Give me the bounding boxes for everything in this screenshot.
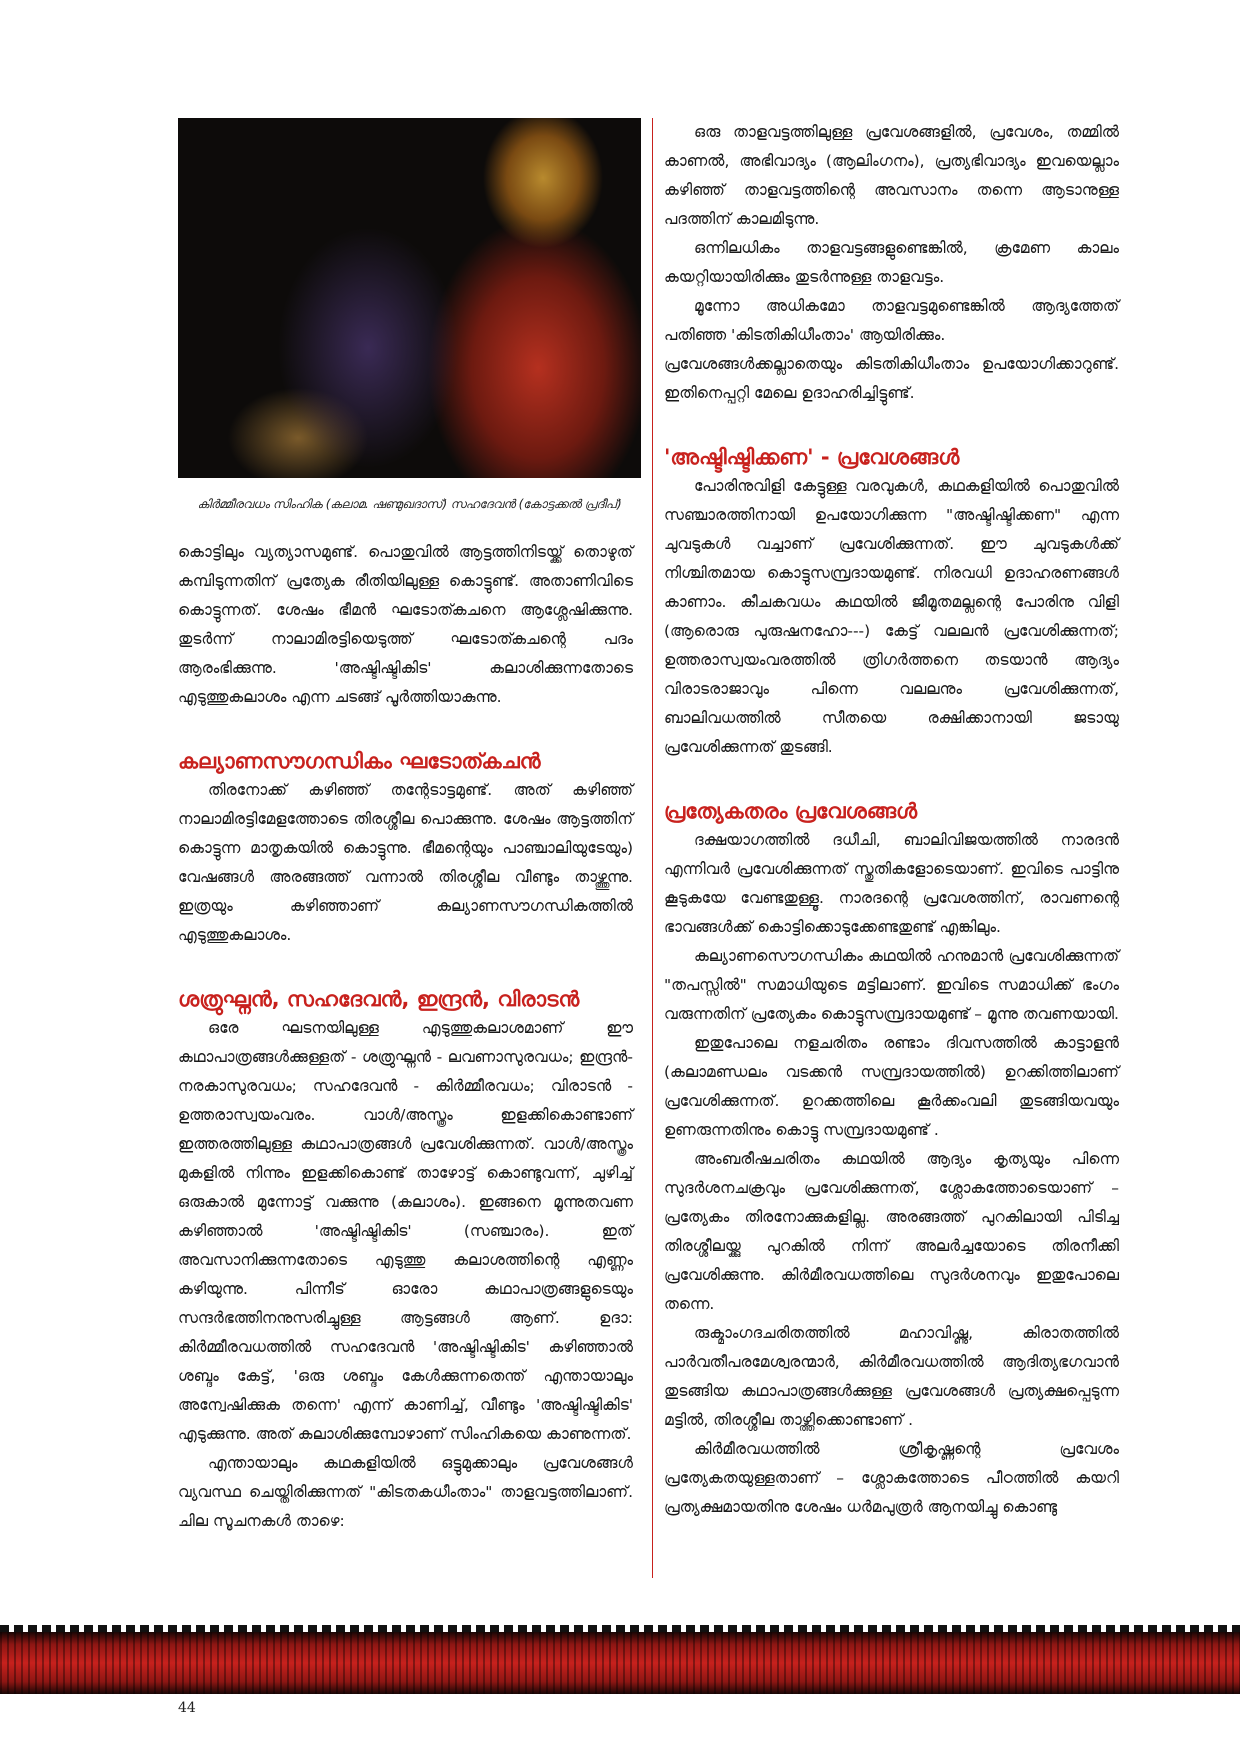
paragraph-ennalum: എന്തായാലും കഥകളിയിൽ ഒട്ടുമുക്കാലും പ്രവേശങ്ങൾ വ്യവസ്ഥ ചെയ്തിരിക്കുന്നത് "കിടതകധീംതാം" താളവട്ടത്തിലാണ്. ചില സൂചനകൾ താഴെ: xyxy=(178,1454,633,1530)
paragraph-praveshangal: പ്രവേശങ്ങൾക്കല്ലാതെയും കിടതികിധീംതാം ഉപയോഗിക്കാറുണ്ട്. ഇതിനെപ്പറ്റി മേലെ ഉദാഹരിച്ചിട്ടുണ്ട്. xyxy=(664,355,1119,402)
paragraph-intro: കൊട്ടിലും വ്യത്യാസമുണ്ട്. പൊതുവിൽ ആട്ടത്തിനിടയ്ക്ക് തൊഴുത് കമ്പിടുന്നതിന് പ്രത്യേക രീതിയിലുള്ള കൊട്ടുണ്ട്. അതാണിവിടെ കൊട്ടുന്നത്. ശേഷം ഭീമൻ ഘടോത്കചനെ ആശ്ലേഷിക്കുന്നു. തുടർന്ന് നാലാമിരട്ടിയെടുത്ത് ഘടോത്കചന്റെ പദം ആരംഭിക്കുന്നു. 'അഷ്ടിഷ്ടികിട' കലാശിക്കുന്നതോടെ എടുത്തുകലാശം എന്ന ചടങ്ങ് പൂർത്തിയാകുന്നു. xyxy=(178,543,633,706)
heading-ashtishti: 'അഷ്ടിഷ്ടിക്കണ' - പ്രവേശങ്ങൾ xyxy=(664,445,960,469)
paragraph-porinu: പോരിനുവിളി കേട്ടുള്ള വരവുകൾ, കഥകളിയിൽ പൊതുവിൽ സഞ്ചാരത്തിനായി ഉപയോഗിക്കുന്ന "അഷ്ടിഷ്ടിക്കണ" എന്ന ചുവടുകൾ വച്ചാണ് പ്രവേശിക്കുന്നത്. ഈ ചുവടുകൾക്ക് നിശ്ചിതമായ കൊട്ടുസമ്പ്രദായമുണ്ട്. നിരവധി ഉദാഹരണങ്ങൾ കാണാം. കീചകവധം കഥയിൽ ജീമൂതമല്ലന്റെ പോരിനു വിളി (ആരൊരു പുരുഷനഹോ---) കേട്ട് വലലൻ പ്രവേശിക്കുന്നത്; ഉത്തരാസ്വയംവരത്തിൽ ത്രിഗർത്തനെ തടയാൻ ആദ്യം വിരാടരാജാവും പിന്നെ വലലനും പ്രവേശിക്കുന്നത്, ബാലിവധത്തിൽ സീതയെ രക്ഷിക്കാനായി ജടായു പ്രവേശിക്കുന്നത് തുടങ്ങി. xyxy=(664,477,1119,756)
paragraph-ithupole: ഇതുപോലെ നളചരിതം രണ്ടാം ദിവസത്തിൽ കാട്ടാളൻ (കലാമണ്ഡലം വടക്കൻ സമ്പ്രദായത്തിൽ) ഉറക്കിത്തിലാണ് പ്രവേശിക്കുന്നത്. ഉറക്കത്തിലെ കൂർക്കംവലി തുടങ്ങിയവയും ഉണരുന്നതിനും കൊട്ടു സമ്പ്രദായമുണ്ട് . xyxy=(664,1034,1119,1139)
left-column xyxy=(178,538,633,1536)
paragraph-onnil: ഒന്നിലധികം താളവട്ടങ്ങളുണ്ടെങ്കിൽ, ക്രമേണ കാലം കയറ്റിയായിരിക്കും തുടർന്നുള്ള താളവട്ടം. xyxy=(664,239,1119,286)
right-column xyxy=(664,118,1119,1522)
paragraph-kalyana: കല്യാണസൌഗന്ധികം കഥയിൽ ഹനുമാൻ പ്രവേശിക്കുന്നത് "തപസ്സിൽ" സമാധിയുടെ മട്ടിലാണ്. ഇവിടെ സമാധിക്ക് ഭംഗം വരുന്നതിന് പ്രത്യേകം കൊട്ടുസമ്പ്രദായമുണ്ട് – മൂന്നു തവണയായി. xyxy=(664,947,1119,1023)
paragraph-kirmeera: കിർമീരവധത്തിൽ ശ്രീകൃഷ്ണന്റെ പ്രവേശം പ്രത്യേകതയുള്ളതാണ് – ശ്ലോകത്തോടെ പീഠത്തിൽ കയറി പ്രത്യക്ഷമായതിനു ശേഷം ധർമപുത്രർ ആനയിച്ചു കൊണ്ടു xyxy=(664,1440,1119,1516)
kathakali-photo xyxy=(178,118,641,478)
footer-brush-band xyxy=(0,1632,1240,1694)
paragraph-kalyanasougandhikam: തിരനോക്ക് കഴിഞ്ഞ് തന്റേടാട്ടമുണ്ട്. അത് കഴിഞ്ഞ് നാലാമിരട്ടിമേളത്തോടെ തിരശ്ശീല പൊക്കുന്നു. ശേഷം ആട്ടത്തിന് കൊട്ടുന്ന മാതൃകയിൽ കൊട്ടുന്നു. ഭീമന്റെയും പാഞ്ചാലിയുടേയും) വേഷങ്ങൾ അരങ്ങത്ത് വന്നാൽ തിരശ്ശീല വീണ്ടും താഴ്ത്തുന്നു. ഇത്രയും കഴിഞ്ഞാണ് കല്യാണസൗഗന്ധികത്തിൽ എടുത്തുകലാശം. xyxy=(178,781,633,944)
paragraph-ambareesha: അംബരീഷചരിതം കഥയിൽ ആദ്യം കൃത്യയും പിന്നെ സുദർശനചക്രവും പ്രവേശിക്കുന്നത്, ശ്ലോകത്തോടെയാണ് – പ്രത്യേകം തിരനോക്കുകളില്ല. അരങ്ങത്ത് പുറകിലായി പിടിച്ച തിരശ്ശീലയ്ക്കു പുറകിൽ നിന്ന് അലർച്ചയോടെ തിരനീക്കി പ്രവേശിക്കുന്നു. കിർമീരവധത്തിലെ സുദർശനവും ഇതുപോലെ തന്നെ. xyxy=(664,1150,1119,1313)
heading-prathyekatharam: പ്രത്യേകതരം പ്രവേശങ്ങൾ xyxy=(664,799,918,823)
paragraph-moonno: മൂന്നോ അധികമോ താളവട്ടമുണ്ടെങ്കിൽ ആദ്യത്തേത് പതിഞ്ഞ 'കിടതികിധീംതാം' ആയിരിക്കും. xyxy=(664,297,1119,344)
paragraph-daksha: ദക്ഷയാഗത്തിൽ ദധീചി, ബാലിവിജയത്തിൽ നാരദൻ എന്നിവർ പ്രവേശിക്കുന്നത് സ്തുതികളോടെയാണ്. ഇവിടെ പാട്ടിനു കൂടുകയേ വേണ്ടതുള്ളൂ. നാരദന്റെ പ്രവേശത്തിന്, രാവണന്റെ ഭാവങ്ങൾക്ക് കൊട്ടിക്കൊടുക്കേണ്ടതുണ്ട് എങ്കിലും. xyxy=(664,831,1119,936)
paragraph-rukmangada: രുക്മാംഗദചരിതത്തിൽ മഹാവിഷ്ണു, കിരാതത്തിൽ പാർവതീപരമേശ്വരന്മാർ, കിർമീരവധത്തിൽ ആദിത്യഭഗവാൻ തുടങ്ങിയ കഥാപാത്രങ്ങൾക്കുള്ള പ്രവേശങ്ങൾ പ്രത്യക്ഷപ്പെടുന്ന മട്ടിൽ, തിരശ്ശീല താഴ്ത്തിക്കൊണ്ടാണ് . xyxy=(664,1324,1119,1429)
paragraph-shathrughnan: ഒരേ ഘടനയിലുള്ള എടുത്തുകലാശമാണ് ഈ കഥാപാത്രങ്ങൾക്കുള്ളത് - ശത്രുഘ്നൻ - ലവണാസുരവധം; ഇന്ദ്രൻ-നരകാസുരവധം; സഹദേവൻ - കിർമ്മീരവധം; വിരാടൻ - ഉത്തരാസ്വയംവരം. വാൾ/അസ്ത്രം ഇളക്കികൊണ്ടാണ് ഇത്തരത്തിലുള്ള കഥാപാത്രങ്ങൾ പ്രവേശിക്കുന്നത്. വാൾ/അസ്ത്രം മുകളിൽ നിന്നും ഇളക്കികൊണ്ട് താഴോട്ട് കൊണ്ടുവന്ന്, ചുഴിച്ച് ഒരുകാൽ മുന്നോട്ട് വക്കുന്നു (കലാശം). ഇങ്ങനെ മൂന്നുതവണ കഴിഞ്ഞാൽ 'അഷ്ടിഷ്ടികിട' (സഞ്ചാരം). ഇത് അവസാനിക്കുന്നതോടെ എടുത്തു കലാശത്തിന്റെ എണ്ണം കഴിയുന്നു. പിന്നീട് ഓരോ കഥാപാത്രങ്ങളുടെയും സന്ദർഭത്തിനനുസരിച്ചുള്ള ആട്ടങ്ങൾ ആണ്. ഉദാ: കിർമ്മീരവധത്തിൽ സഹദേവൻ 'അഷ്ടിഷ്ടികിട' കഴിഞ്ഞാൽ ശബ്ദം കേട്ട്, 'ഒരു ശബ്ദം കേൾക്കുന്നതെന്ത് എന്തായാലും അന്വേഷിക്കുക തന്നെ' എന്ന് കാണിച്ച്, വീണ്ടും 'അഷ്ടിഷ്ടികിട' എടുക്കുന്നു. അത് കലാശിക്കുമ്പോഴാണ് സിംഹികയെ കാണുന്നത്. xyxy=(178,1019,633,1443)
column-divider xyxy=(652,118,653,1578)
page-number: 44 xyxy=(178,1700,196,1716)
heading-shathrughnan: ശത്രുഘ്നൻ, സഹദേവൻ, ഇന്ദ്രൻ, വിരാടൻ xyxy=(178,987,580,1011)
photo-caption: കിർമ്മീരവധം സിംഹിക (കലാമ. ഷണ്മുഖദാസ്) സഹദേവൻ (കോട്ടക്കൽ പ്രദീപ്) xyxy=(197,497,622,511)
heading-kalyanasougandhikam: കല്യാണസൗഗന്ധികം ഘടോത്കചൻ xyxy=(178,749,541,773)
paragraph-oru: ഒരു താളവട്ടത്തിലുള്ള പ്രവേശങ്ങളിൽ, പ്രവേശം, തമ്മിൽ കാണൽ, അഭിവാദ്യം (ആലിംഗനം), പ്രത്യഭിവാദ്യം ഇവയെല്ലാം കഴിഞ്ഞ് താളവട്ടത്തിന്റെ അവസാനം തന്നെ ആടാനുള്ള പദത്തിന് കാലമിടുന്നു. xyxy=(664,123,1119,228)
